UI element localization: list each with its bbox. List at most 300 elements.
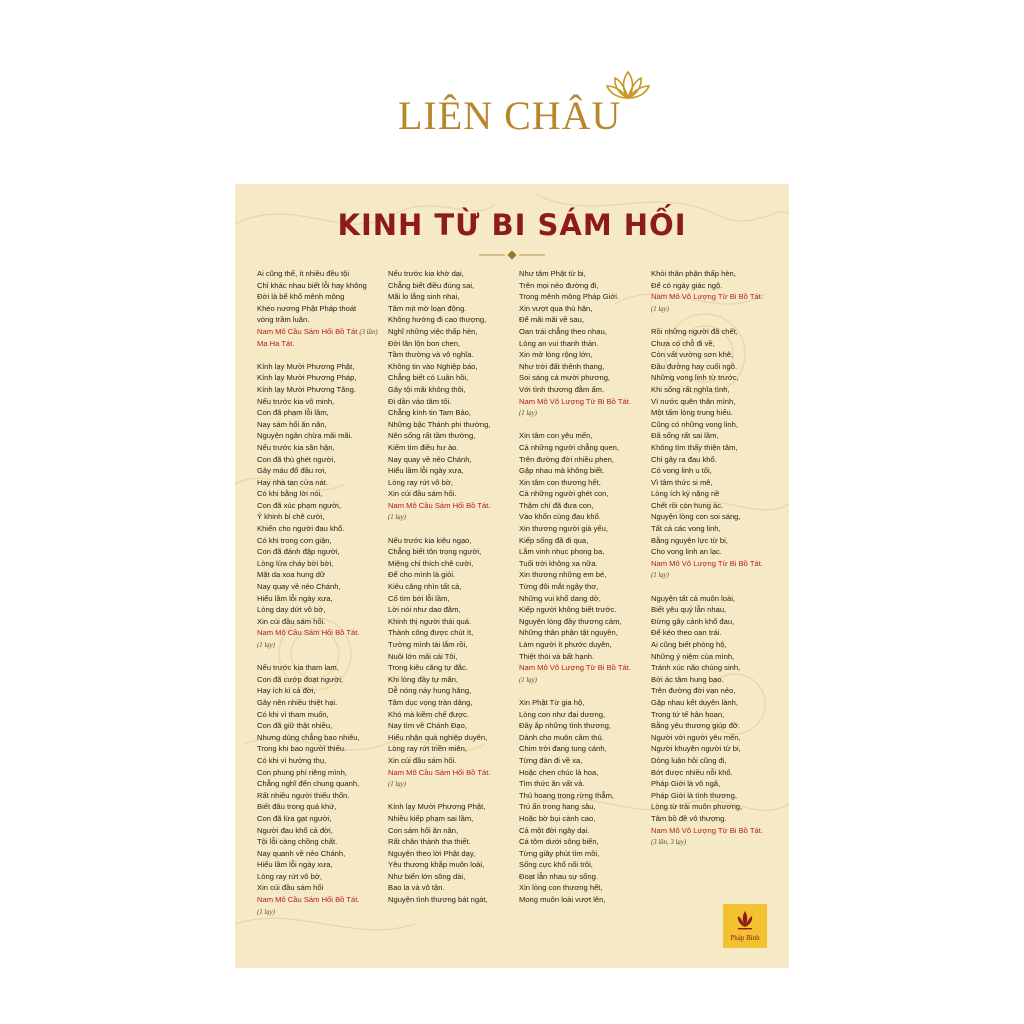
invocation-text: Nam Mô Vô Lượng Từ Bi Bồ Tát. <box>651 558 763 568</box>
verse-text: Kiêu căng nhìn tất cả, <box>388 582 462 592</box>
verse-text: Trên đường đời vạn nẻo, <box>651 686 736 696</box>
verse-line <box>519 384 649 396</box>
verse-text: Hiểu nhân quả nghiệp duyên, <box>388 732 488 742</box>
verse-line <box>257 709 387 721</box>
verse-line <box>257 685 387 697</box>
verse-line <box>257 558 387 570</box>
verse-text: Xin mở lòng rộng lớn, <box>519 350 593 360</box>
verse-text: Tránh xúc não chúng sinh, <box>651 663 741 673</box>
verse-text: Đoạt lẫn nhau sự sống. <box>519 871 598 881</box>
verse-text: Con sám hối ăn năn, <box>388 825 459 835</box>
verse-line <box>388 743 518 755</box>
verse-text: Trên đường đời nhiều phen, <box>519 454 614 464</box>
verse-line <box>519 813 649 825</box>
verse-line <box>257 500 387 512</box>
verse-text: Kiếp người không biết trước. <box>519 605 617 615</box>
verse-line <box>257 616 387 628</box>
verse-line <box>651 454 781 466</box>
invocation-text: Nam Mô Cầu Sám Hối Bồ Tát. <box>257 895 360 905</box>
verse-text: Biết yêu quý lẫn nhau, <box>651 605 727 615</box>
verse-text: Chim trời đang tung cánh, <box>519 744 607 754</box>
verse-line <box>388 338 518 350</box>
verse-text: Hoặc chen chúc là hoa, <box>519 767 599 777</box>
prostration-text: (1 lạy) <box>519 410 537 418</box>
verse-text: Tìm thức ăn vất vả. <box>519 779 585 789</box>
verse-text: Trong mênh mông Pháp Giới. <box>519 292 620 302</box>
verse-text: Nhiều kiếp phạm sai lầm, <box>388 813 474 823</box>
verse-text: Có khi vì hưởng thụ, <box>257 755 327 765</box>
verse-line <box>257 732 387 744</box>
invocation-text: Nam Mô Vô Lượng Từ Bi Bồ Tát. <box>519 396 631 406</box>
verse-text: Gặp nhau kết duyên lành, <box>651 697 738 707</box>
invocation-text: Nam Mô Cầu Sám Hối Bồ Tát. <box>388 767 491 777</box>
stanza-gap <box>651 581 781 593</box>
brand-name: LIÊN CHÂU <box>398 93 622 138</box>
verse-line <box>651 349 781 361</box>
verse-text: Cho vong linh an lạc. <box>651 547 722 557</box>
verse-line <box>388 674 518 686</box>
invocation-line <box>651 825 781 837</box>
verse-text: Xin thương những em bé, <box>519 570 607 580</box>
verse-line <box>519 790 649 802</box>
verse-text: Không tin vào Nghiệp báo, <box>388 361 478 371</box>
verse-line <box>651 500 781 512</box>
stanza-gap <box>388 790 518 802</box>
verse-line <box>388 720 518 732</box>
prostration-text: (1 lạy) <box>519 676 537 684</box>
verse-text: Oan trái chẳng theo nhau, <box>519 326 607 336</box>
verse-line <box>257 314 387 326</box>
stanza-gap <box>519 419 649 431</box>
verse-text: Con đã cướp đoạt người, <box>257 674 343 684</box>
verse-text: Nay tìm về Chánh Đạo, <box>388 721 467 731</box>
verse-line <box>519 558 649 570</box>
verse-text: Lòng ray rứt vô bờ, <box>257 871 322 881</box>
verse-text: Người đau khổ cả đời, <box>257 825 333 835</box>
verse-line <box>257 697 387 709</box>
verse-line <box>651 674 781 686</box>
verse-line <box>388 871 518 883</box>
verse-text: Trong tứ tế hân hoan, <box>651 709 725 719</box>
verse-text: Có khi trong cơn giận, <box>257 535 332 545</box>
verse-text: Lòng ích kỷ nặng nề <box>651 489 720 499</box>
verse-text: Lòng day dứt vô bờ, <box>257 605 326 615</box>
verse-text: Kính lạy Mười Phương Pháp, <box>257 373 357 383</box>
poster-title: KINH TỪ BI SÁM HỐI <box>337 208 687 242</box>
verse-text: Những bậc Thánh phi thường, <box>388 419 491 429</box>
verse-line <box>519 894 649 906</box>
verse-line <box>651 604 781 616</box>
prostration-note <box>519 674 649 686</box>
verse-line <box>519 546 649 558</box>
verse-text: Kính lạy Mười Phương Phật, <box>388 802 486 812</box>
verse-line <box>257 859 387 871</box>
verse-text: Có khi bằng lời nói, <box>257 489 323 499</box>
verse-line <box>257 465 387 477</box>
verse-text: Yêu thương khắp muôn loài, <box>388 860 485 870</box>
verse-line <box>388 825 518 837</box>
prostration-note <box>651 569 781 581</box>
verse-line <box>519 314 649 326</box>
verse-line <box>651 465 781 477</box>
verse-text: Kiếm tìm điều hư ảo. <box>388 442 459 452</box>
verse-text: Như trời đất thênh thang, <box>519 361 605 371</box>
verse-text: Để mãi mãi về sau, <box>519 315 584 325</box>
verse-line <box>257 546 387 558</box>
verse-text: Lời nói như dao đâm, <box>388 605 461 615</box>
verse-text: Soi sáng cả mười phương, <box>519 373 611 383</box>
verse-line <box>388 546 518 558</box>
verse-text: Lòng an vui thanh thản. <box>519 338 599 348</box>
verse-text: Hay ích kỉ cả đời, <box>257 686 316 696</box>
verse-line <box>651 488 781 500</box>
verse-line <box>519 767 649 779</box>
verse-text: Tội lỗi càng chồng chất. <box>257 837 338 847</box>
prostration-note <box>651 836 781 848</box>
prostration-note <box>257 906 387 918</box>
verse-text: Gây tội mãi không thôi, <box>388 384 466 394</box>
verse-text: Gặp nhau mà không biết. <box>519 466 605 476</box>
verse-text: Dành cho muôn cầm thú. <box>519 732 604 742</box>
verse-line <box>519 477 649 489</box>
verse-text: Lắm vinh nhục phong ba, <box>519 547 605 557</box>
verse-line <box>257 523 387 535</box>
verse-text: Những vui khổ dang dở, <box>519 593 601 603</box>
verse-line <box>651 430 781 442</box>
verse-line <box>651 546 781 558</box>
verse-line <box>519 454 649 466</box>
repeat-note: (3 lần) <box>359 328 378 336</box>
prostration-text: (1 lạy) <box>257 642 275 649</box>
verse-line <box>257 442 387 454</box>
verse-text: Tưởng mình tài lắm rồi, <box>388 640 468 649</box>
verse-line <box>257 604 387 616</box>
verse-line <box>651 593 781 605</box>
verse-line <box>519 465 649 477</box>
verse-line <box>388 848 518 860</box>
verse-text: Biết đâu trong quá khứ, <box>257 802 337 812</box>
invocation-line <box>651 558 781 570</box>
verse-line <box>651 767 781 779</box>
verse-text: Còn vất vưởng sơn khê, <box>651 350 734 360</box>
verse-text: Khỏi thân phận thấp hèn, <box>651 269 736 278</box>
verse-text: Xin lòng con thương hết, <box>519 883 603 893</box>
verse-text: Những thân phận tật nguyền, <box>519 628 618 638</box>
verse-line <box>519 882 649 894</box>
verse-column-1 <box>257 268 387 917</box>
verse-line <box>651 477 781 489</box>
verse-text: Nhưng dùng chẳng bao nhiêu, <box>257 732 360 742</box>
verse-line <box>519 338 649 350</box>
verse-text: Hiểu lầm lỗi ngày xưa, <box>257 593 333 603</box>
verse-text: Xin tâm con yêu mến, <box>519 431 593 441</box>
verse-line <box>257 674 387 686</box>
verse-line <box>651 662 781 674</box>
verse-text: Để kéo theo oan trái. <box>651 628 722 638</box>
verse-line <box>257 430 387 442</box>
verse-text: Rất chân thành tha thiết. <box>388 837 471 847</box>
verse-line <box>257 511 387 523</box>
verse-text: Con đã xúc phạm người, <box>257 500 341 510</box>
verse-text: Nếu trước kia vô minh, <box>257 396 335 406</box>
verse-line <box>519 593 649 605</box>
verse-line <box>388 477 518 489</box>
invocation-line <box>257 627 387 639</box>
verse-text: Xin tâm con thương hết, <box>519 477 601 487</box>
verse-text: Bởi ác tâm hung bạo. <box>651 674 724 684</box>
invocation-text: Nam Mô Vô Lượng Từ Bi Bồ Tát. <box>651 292 763 302</box>
verse-line <box>388 801 518 813</box>
verse-text: Pháp Giới là vô ngã, <box>651 779 721 789</box>
sutra-poster <box>235 184 789 968</box>
verse-text: Trú ẩn trong hang sâu, <box>519 802 596 812</box>
verse-text: Vì nước quên thân mình, <box>651 396 736 406</box>
verse-line <box>388 268 518 280</box>
verse-text: Như tâm Phật từ bi, <box>519 269 586 278</box>
verse-text: Thành công được chút ít, <box>388 628 474 638</box>
verse-line <box>519 430 649 442</box>
verse-line <box>388 709 518 721</box>
invocation-text: Nam Mô Cầu Sám Hối Bồ Tát. <box>388 500 491 510</box>
verse-text: Tuổi trời không xa nữa. <box>519 558 598 568</box>
verse-line <box>651 338 781 350</box>
verse-text: Lòng ray rứt vô bờ, <box>388 477 453 487</box>
verse-line <box>257 767 387 779</box>
verse-text: Chẳng biết tôn trọng người, <box>388 547 482 557</box>
verse-line <box>257 535 387 547</box>
verse-text: Thiệt thòi và bất hạnh. <box>519 651 595 661</box>
verse-line <box>388 569 518 581</box>
verse-text: Nguyện tình thương bát ngát, <box>388 895 488 905</box>
invocation-line <box>519 396 649 408</box>
verse-text: Bớt được nhiều nỗi khổ. <box>651 767 733 777</box>
verse-line <box>257 778 387 790</box>
verse-text: Mặt dạ xoa hung dữ <box>257 570 325 580</box>
verse-line <box>519 801 649 813</box>
lotus-icon <box>605 68 651 102</box>
verse-line <box>388 535 518 547</box>
verse-text: Khi lòng đầy tự mãn, <box>388 674 459 684</box>
verse-line <box>651 697 781 709</box>
verse-text: Không hướng đi cao thượng, <box>388 315 487 325</box>
verse-text: vòng trầm luân. <box>257 315 310 325</box>
verse-text: Cũng có những vong linh, <box>651 419 738 429</box>
verse-line <box>519 720 649 732</box>
verse-line <box>651 778 781 790</box>
verse-text: Nay sám hối ăn năn, <box>257 419 327 429</box>
verse-line <box>257 581 387 593</box>
prostration-text: (1 lạy) <box>651 305 669 313</box>
verse-line <box>257 755 387 767</box>
verse-text: Đầu đường hay cuối ngõ. <box>651 361 738 371</box>
verse-line <box>651 511 781 523</box>
verse-text: Gây nên nhiều thiệt hại. <box>257 697 338 707</box>
verse-line <box>651 280 781 292</box>
verse-line <box>519 569 649 581</box>
verse-text: Đừng gây cảnh khổ đau, <box>651 616 735 626</box>
verse-text: Xin cúi đầu sám hối. <box>388 489 457 499</box>
stanza-gap <box>257 349 387 361</box>
verse-line <box>519 500 649 512</box>
verse-text: Vì tâm thức si mê, <box>651 477 713 487</box>
verse-text: Xin thương người già yếu, <box>519 524 608 534</box>
verse-text: Nguyện theo lời Phật dạy, <box>388 848 476 858</box>
prostration-text: (1 lạy) <box>388 514 406 522</box>
verse-text: Hiểu lầm lỗi ngày xưa, <box>257 860 333 870</box>
verse-line <box>519 697 649 709</box>
verse-text: Lòng ray rứt triền miên, <box>388 744 467 754</box>
verse-text: Rồi những người đã chết, <box>651 326 738 336</box>
verse-line <box>519 871 649 883</box>
verse-text: Ý khinh bỉ chê cười, <box>257 512 325 522</box>
verse-line <box>257 836 387 848</box>
stanza-gap <box>388 523 518 535</box>
verse-line <box>651 442 781 454</box>
verse-text: Nguyện lòng con soi sáng, <box>651 512 741 522</box>
verse-line <box>519 836 649 848</box>
verse-line <box>519 291 649 303</box>
verse-text: Những vong linh từ trước, <box>651 373 739 383</box>
verse-text: Cá tôm dưới sông biển, <box>519 837 599 847</box>
verse-line <box>388 697 518 709</box>
brand-header <box>0 68 1024 138</box>
verse-text: Hiểu lầm lỗi ngày xưa, <box>388 466 464 476</box>
verse-line <box>257 569 387 581</box>
verse-text: Khi sống rất nghĩa tình, <box>651 384 730 394</box>
verse-text: Xin vượt qua thù hận, <box>519 303 593 313</box>
verse-text: Kính lạy Mười Phương Phật, <box>257 361 355 371</box>
verse-line <box>257 801 387 813</box>
verse-line <box>519 859 649 871</box>
verse-line <box>651 790 781 802</box>
verse-text: Xin Phật Từ gia hộ, <box>519 697 585 707</box>
verse-line <box>388 396 518 408</box>
verse-line <box>651 813 781 825</box>
verse-line <box>388 361 518 373</box>
publisher-name: Pháp Bình <box>730 934 760 942</box>
verse-text: Từng đàn đi về xa, <box>519 755 583 765</box>
verse-text: Ai cũng biết phòng hộ, <box>651 640 727 649</box>
verse-line <box>651 396 781 408</box>
verse-line <box>257 396 387 408</box>
verse-line <box>519 280 649 292</box>
verse-text: Một tấm lòng trung hiếu. <box>651 408 733 418</box>
lotus-icon <box>734 909 756 931</box>
prostration-text: (1 lạy) <box>388 781 406 789</box>
verse-line <box>257 790 387 802</box>
verse-text: Đời là bể khổ mênh mông <box>257 292 345 302</box>
verse-text: Con đã thù ghét người, <box>257 454 336 464</box>
verse-text: Pháp Giới là tình thương, <box>651 790 737 800</box>
verse-line <box>519 349 649 361</box>
verse-line <box>257 372 387 384</box>
verse-text: Con đã giữ thật nhiều, <box>257 721 333 731</box>
invocation-text: Nam Mô Vô Lượng Từ Bi Bồ Tát. <box>651 825 763 835</box>
verse-line <box>388 894 518 906</box>
verse-line <box>388 882 518 894</box>
verse-line <box>257 419 387 431</box>
verse-line <box>519 743 649 755</box>
verse-line <box>388 372 518 384</box>
invocation-line <box>257 894 387 906</box>
verse-line <box>257 384 387 396</box>
verse-line <box>388 616 518 628</box>
verse-text: Con đã lừa gạt người, <box>257 813 332 823</box>
verse-line <box>519 535 649 547</box>
verse-text: Xin cúi đầu sám hối. <box>388 755 457 765</box>
verse-text: Làm người ít phước duyên, <box>519 640 612 649</box>
verse-text: Dòng luân hồi cũng đi, <box>651 755 727 765</box>
verse-text: Có vong linh u tối, <box>651 466 712 476</box>
verse-line <box>651 326 781 338</box>
verse-line <box>519 361 649 373</box>
publisher-badge <box>723 904 767 948</box>
prostration-text: (3 lần, 3 lạy) <box>651 839 687 847</box>
verse-line <box>519 825 649 837</box>
verse-text: Nay quay về nẻo Chánh, <box>388 454 472 464</box>
verse-line <box>651 268 781 280</box>
verse-line <box>651 709 781 721</box>
verse-text: Nguyện tất cả muôn loài, <box>651 593 736 603</box>
verse-line <box>257 813 387 825</box>
verse-line <box>388 732 518 744</box>
verse-line <box>651 361 781 373</box>
verse-line <box>388 419 518 431</box>
verse-text: Khó mà kiềm chế được. <box>388 709 469 719</box>
verse-line <box>257 407 387 419</box>
invocation-text: Ma Ha Tát. <box>257 338 295 348</box>
verse-line <box>388 465 518 477</box>
prostration-note <box>388 778 518 790</box>
verse-text: Lòng con như đại dương, <box>519 709 606 719</box>
invocation-text: Nam Mô Vô Lượng Từ Bi Bồ Tát. <box>519 663 631 673</box>
verse-line <box>257 488 387 500</box>
verse-text: Cả những người chẳng quen, <box>519 442 620 452</box>
verse-text: Tầm thường và vô nghĩa. <box>388 350 474 360</box>
verse-text: Khiến cho người đau khổ. <box>257 524 345 534</box>
verse-text: Xin cúi đầu sám hối <box>257 883 324 893</box>
verse-line <box>651 720 781 732</box>
verse-text: Sống cực khổ nổi trôi, <box>519 860 593 870</box>
stanza-gap <box>257 651 387 663</box>
verse-text: Cố tìm bới lỗi lầm, <box>388 593 450 603</box>
verse-column-4 <box>651 268 781 848</box>
verse-text: Bằng yêu thương giúp đỡ. <box>651 721 740 731</box>
verse-text: Người với người yêu mến, <box>651 732 741 742</box>
verse-text: Với tình thương đằm ấm. <box>519 384 605 394</box>
verse-line <box>519 303 649 315</box>
verse-text: Gây máu đổ đầu rơi, <box>257 466 327 476</box>
verse-text: Để cho mình là giỏi. <box>388 570 456 580</box>
verse-line <box>519 268 649 280</box>
verse-line <box>651 419 781 431</box>
verse-line <box>388 303 518 315</box>
verse-text: Có khi vì tham muốn, <box>257 709 329 719</box>
verse-text: Vào khốn cùng đau khổ. <box>519 512 601 522</box>
verse-text: Chẳng biết có Luân hồi, <box>388 373 469 383</box>
verse-line <box>388 755 518 767</box>
invocation-line <box>388 500 518 512</box>
verse-line <box>388 685 518 697</box>
verse-line <box>519 732 649 744</box>
verse-text: Khinh thị người thái quá. <box>388 616 472 626</box>
verse-text: Từng đôi mắt ngây thơ, <box>519 582 599 592</box>
verse-line <box>388 488 518 500</box>
verse-text: Như biển lớn sông dài, <box>388 871 466 881</box>
verse-line <box>519 523 649 535</box>
invocation-line <box>257 326 387 338</box>
verse-text: Hoặc bờ bụi cành cao, <box>519 813 596 823</box>
